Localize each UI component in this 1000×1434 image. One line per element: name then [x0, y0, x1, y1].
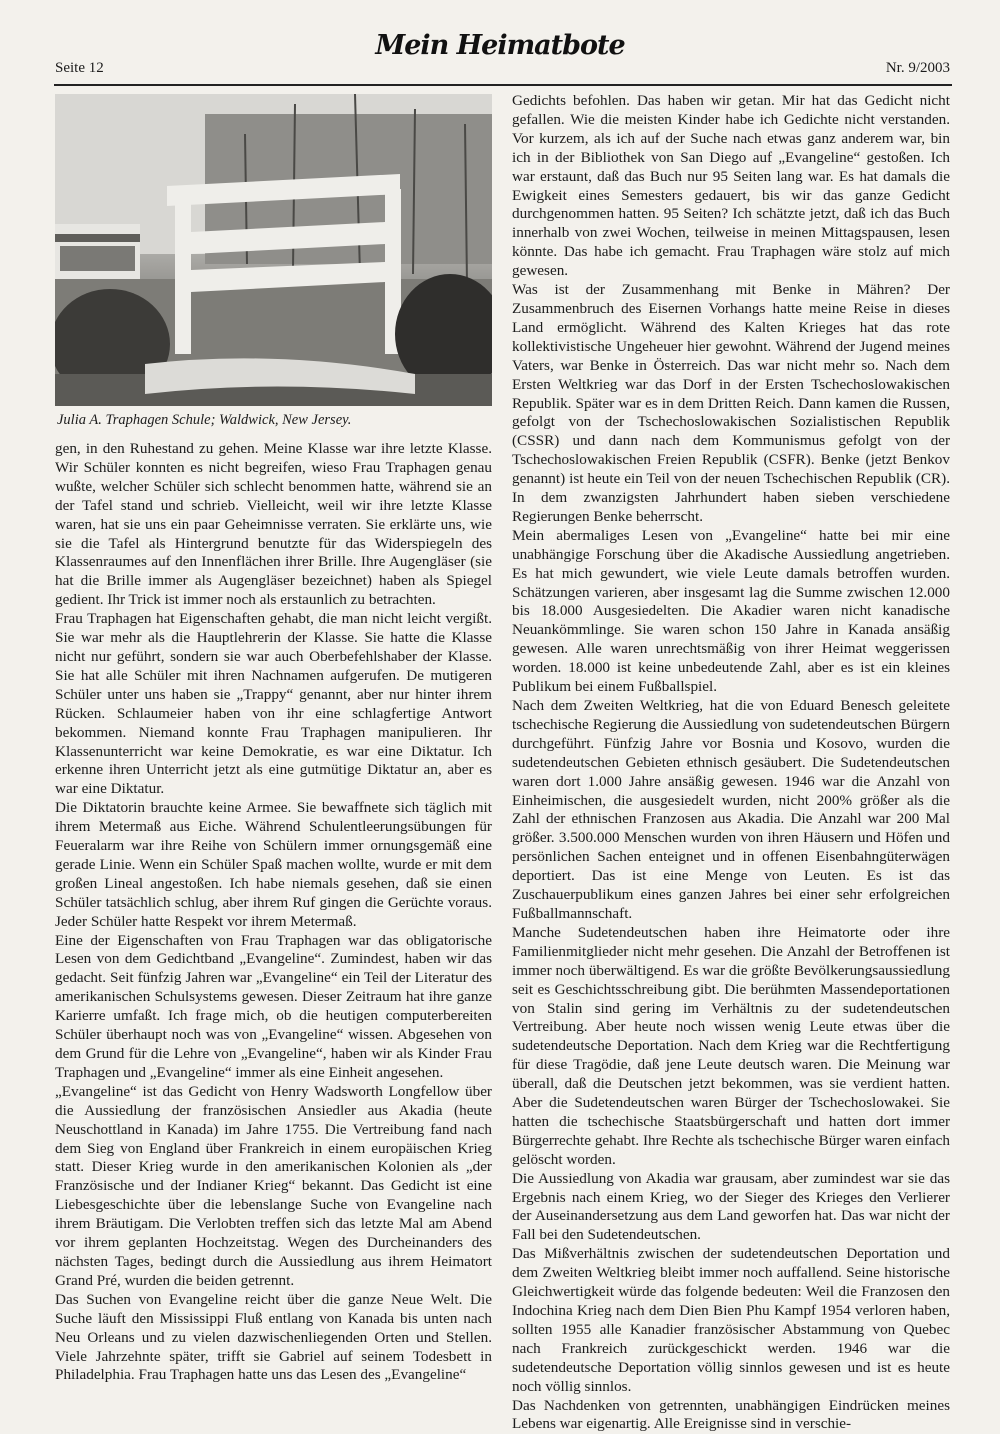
masthead-logo: Mein Heimatbote: [375, 30, 625, 61]
issue-number: Nr. 9/2003: [885, 60, 950, 76]
right-paragraph: Gedichts befohlen. Das haben wir getan. Mir hat das Gedicht nicht gefallen. Wie die meisten Kinder habe ich Gedichte nicht verstanden. Vor kurzem, als ich auf der Suche nach etwas ganz anderem war, bin ich in der Bibliothek von San Diego auf „Evangeline“ gestoßen. Ich war erstaunt, daß das Buch nur 95 Seiten lang war. Es hat damals die Ewigkeit eines Semesters gedauert, bis wir das ganze Gedicht durchgenommen hatten. 95 Seiten? Ich schätzte jetzt, daß ich das Buch innerhalb von zwei Wochen, teilweise in meinen Mittagspausen, lesen könnte. Das habe ich gemacht. Frau Traphagen wäre stolz auf mich gewesen.: [512, 92, 950, 280]
left-paragraph: „Evangeline“ ist das Gedicht von Henry Wadsworth Longfellow über die Aussiedlung der französischen Ansiedler aus Akadia (heute Neuschottland in Kanada) im Jahre 1755. Die Vertreibung fand nach dem Sieg von England über Frankreich in einem europäischen Krieg statt. Dieser Krieg wurde in den amerikanischen Kolonien als „der Französische und der Indianer Krieg“ bekannt. Das Gedicht ist eine Liebesgeschichte über die lebenslange Suche von Evangeline nach ihrem Bräutigam. Die Verlobten treffen sich das letzte Mal am Abend vor ihrem geplanten Hochzeitstag. Wegen des Durcheinanders des nächsten Tages, bedingt durch die Aussiedlung aus ihrem Heimatort Grand Pré, wurden die beiden getrennt.: [55, 1082, 492, 1289]
page-number: Seite 12: [55, 60, 104, 76]
right-paragraph: Manche Sudetendeutschen haben ihre Heimatorte oder ihre Familienmitglieder nicht mehr gesehen. Die Anzahl der Betroffenen ist immer noch überwältigend. Es war die größte Bevölkerungsaussiedlung seit es Geschichtsschreibung gibt. Die berühmten Massendeportationen von Stalin sind gering im Verhältnis zu der sudetendeutschen Vertreibung. Aber heute noch wissen wenig Leute etwas über die sudetendeutsche Deportation. Nach dem Krieg war die Rechtfertigung für diese Tragödie, daß jene Leute deutsch waren. Die Meinung war überall, daß die Deutschen jetzt bekommen, was sie verdient hatten. Aber die Sudetendeutschen waren Bürger der Tschechoslowakei. Sie hatten die tschechische Staatsbürgerschaft und hatten dort immer Bürgerrechte gehabt. Ihre Rechte als tschechische Bürger waren einfach gelöscht worden.: [512, 923, 950, 1168]
photo-caption: Julia A. Traphagen Schule; Waldwick, New Jersey.: [57, 412, 352, 428]
right-paragraph: Nach dem Zweiten Weltkrieg, hat die von Eduard Benesch geleitete tschechische Regierung die Aussiedlung von sudetendeutschen Bürgern durchgeführt. Fünfzig Jahre vor Bosnia und Kosovo, wurden die sudetendeutschen Gebieten ethnisch gesäubert. Die Sudetendeutschen waren dort 1.000 Jahre ansäßig gewesen. 1946 war die Anzahl von Einheimischen, die ausgesiedelt wurden, nicht 200% größer als die Zahl der ethnischen Franzosen aus Akadia. Die Anzahl war 200 Mal größer. 3.500.000 Menschen wurden von ihren Häusern und Höfen und persönlichen Sachen enteignet und in offenen Eisenbahngüterwägen deportiert. Das ist eine Menge von Leuten. Es ist das Zuschauerpublikum eines ganzen Jahres bei einer sehr erfolgreichen Fußballmannschaft.: [512, 697, 950, 922]
left-paragraph: Das Suchen von Evangeline reicht über die ganze Neue Welt. Die Suche läuft den Mississippi Fluß entlang von Kanada bis unten nach Neu Orleans und zu vielen dazwischenliegenden Orten und Stellen. Viele Jahrzehnte später, trifft sie Gabriel auf seinem Todesbett in Philadelphia. Frau Traphagen hatte uns das Lesen des „Evangeline“: [55, 1290, 492, 1384]
left-paragraph: Die Diktatorin brauchte keine Armee. Sie bewaffnete sich täglich mit ihrem Metermaß aus Eiche. Während Schulentleerungsübungen für Feueralarm war ihre Reihe von Schülern immer ornungsgemäß eine gerade Linie. Wenn ein Schüler Spaß machen wollte, wurde er mit dem großen Lineal angestoßen. Ich habe niemals gesehen, daß sie einen Schüler tatsächlich schlug, aber ihrem Ruf gingen die Gerüchte voraus. Jeder Schüler hatte Respekt vor ihrem Metermaß.: [55, 799, 492, 930]
school-sign-photo: [55, 94, 492, 406]
right-paragraph: Das Mißverhältnis zwischen der sudetendeutschen Deportation und dem Zweiten Weltkrieg bleibt immer noch auffallend. Seine historische Gleichwertigkeit würde das folgende bedeuten: Weil die Franzosen den Indochina Krieg nach dem Dien Bien Phu Kampf 1954 verloren haben, sollten 1955 alle Kanadier französischer Abstammung von Quebec nach Frankreich zurückgeschickt werden. 1946 war die sudetendeutsche Deportation völlig sinnlos gewesen und ist es heute noch völlig sinnlos.: [512, 1245, 950, 1395]
photo-illustration: [55, 94, 492, 406]
left-paragraph: Eine der Eigenschaften von Frau Traphagen war das obligatorische Lesen von dem Gedichtband „Evangeline“. Zumindest, haben wir das gedacht. Seit fünfzig Jahren war „Evangeline“ ein Teil der Literatur des amerikanischen Schulsystems gewesen. Dieser Zeitraum hat ihre ganze Karierre umfaßt. Ich frage mich, ob die heutigen computerbereiten Schüler überhaupt noch was von „Evangeline“ wissen. Abgesehen von dem Grund für die Lehre von „Evangeline“, haben wir als Kinder Frau Traphagen und „Evangeline“ immer als eine Einheit angesehen.: [55, 931, 492, 1081]
right-paragraph: Was ist der Zusammenhang mit Benke in Mähren? Der Zusammenbruch des Eisernen Vorhangs hatte meine Reise in dieses Land ermöglicht. Während des Kalten Krieges hat das rote kollektivistische Ungeheuer hier gewohnt. Während der Jugend meines Vaters, war Benke in Österreich. Das war nicht mehr so. Nach dem Ersten Weltkrieg war das Dorf in der Ersten Tschechoslowakischen Republik. Später war es in dem Dritten Reich. Dann kamen die Russen, gefolgt von der Tschechoslowakischen Sozialistischen Republik (CSSR) und dann nach dem Kommunismus gefolgt von der Tschechoslowakischen Freien Republik (CSFR). Benke (jetzt Benkov genannt) ist heute ein Teil von der neuen Tschechischen Republik (CR). In dem zwanzigsten Jahrhundert haben sieben verschiedene Regierungen Benke beherrscht.: [512, 281, 950, 525]
page-header: [0, 30, 1000, 80]
right-paragraph: Die Aussiedlung von Akadia war grausam, aber zumindest war sie das Ergebnis nach einem Krieg, wo der Sieger des Krieges den Verlierer der Auseinandersetzung aus dem Land geworfen hat. Das war nicht der Fall bei den Sudetendeutschen.: [512, 1169, 950, 1244]
header-rule: [54, 84, 952, 86]
article-right-column: [512, 92, 950, 1434]
article-left-column: [55, 440, 492, 1385]
left-paragraph: gen, in den Ruhestand zu gehen. Meine Klasse war ihre letzte Klasse. Wir Schüler konnten es nicht begreifen, wieso Frau Traphagen genau wußte, welcher Schüler sich schlecht benommen hatte, während sie an der Tafel stand und schrieb. Vielleicht, weil wir ihre letzte Klasse waren, hat sie uns ein paar Geheimnisse verraten. Sie erklärte uns, wie sie die Tafel als Hintergrund benutzte für das Widerspiegeln des Klassenraumes auf den Innenflächen ihrer Brille. Ihre Augengläser (sie hat die Brille immer als Augengläser bezeichnet) haben als Spiegel gedient. Ihr Trick ist immer noch als erstaunlich zu betrachten.: [55, 440, 492, 609]
left-paragraph: Frau Traphagen hat Eigenschaften gehabt, die man nicht leicht vergißt. Sie war mehr als die Hauptlehrerin der Klasse. Sie hatte die Klasse nicht nur geführt, sondern sie war auch Oberbefehlshaber der Klasse. Sie hat alle Schüler mit ihren Nachnamen aufgerufen. De mutigeren Schüler unter uns haben sie „Trappy“ genannt, aber nur hinter ihrem Rücken. Schlaumeier haben von ihr eine schlagfertige Antwort bekommen. Niemand konnte Frau Traphagen manipulieren. Ihr Klassenunterricht war keine Demokratie, es war eine Diktatur. Ich erkenne ihren Unterricht jetzt als eine gutmütige Diktatur an, aber es war eine Diktatur.: [55, 610, 492, 798]
right-paragraph: Das Nachdenken von getrennten, unabhängigen Eindrücken meines Lebens war eigenartig. Alle Ereignisse sind in verschie-: [512, 1396, 950, 1433]
right-paragraph: Mein abermaliges Lesen von „Evangeline“ hatte bei mir eine unabhängige Forschung über die Akadische Aussiedlung angetrieben. Es hat mich gewundert, wie viele Leute damals betroffen wurden. Schätzungen varieren, aber insgesamt lag die Summe zwischen 12.000 bis 18.000 Ausgesiedelten. Die Akadier waren nicht kanadische Neuankömmlinge. Sie waren schon 150 Jahre in Kanada ansäßig gewesen. Alle waren unrechtsmäßig von ihrer Heimat weggerissen worden. 18.000 ist keine unbedeutende Zahl, aber es ist ein kleines Publikum bei einem Fußballspiel.: [512, 526, 950, 696]
